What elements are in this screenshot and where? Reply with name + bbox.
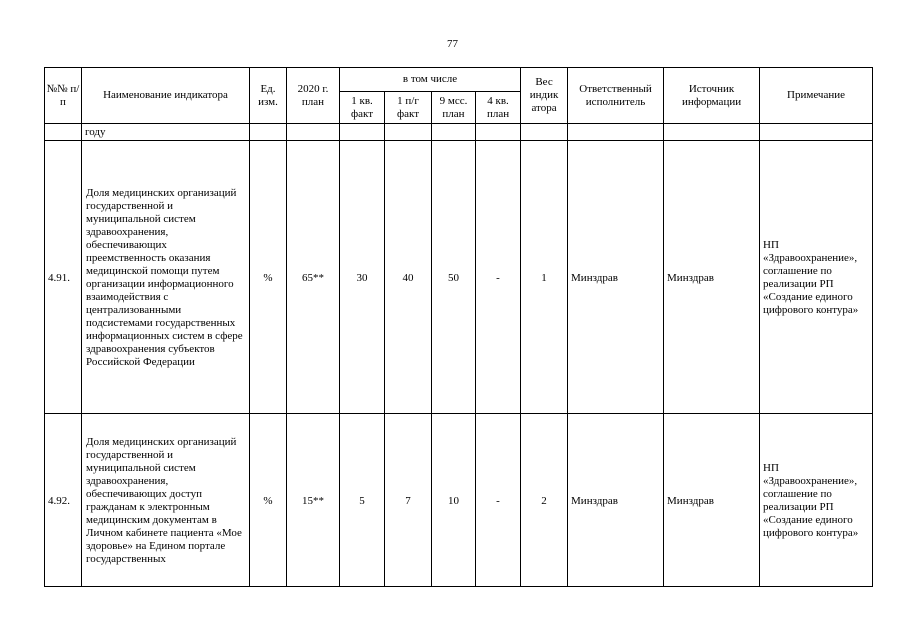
row-plan-2020: 65**	[287, 141, 340, 414]
cont-num	[45, 124, 82, 141]
header-q1-fact: 1 кв. факт	[340, 92, 385, 124]
row-note: НП «Здравоохранение», соглашение по реализации РП «Создание единого цифрового контура»	[760, 141, 873, 414]
header-unit: Ед. изм.	[250, 68, 287, 124]
row-responsible: Минздрав	[568, 414, 664, 587]
row-9m-plan: 50	[432, 141, 476, 414]
row-indicator-name: Доля медицинских организаций государственной и муниципальной систем здравоохранения, обеспечивающих преемственность оказания медицинской помощи путем организации информационного взаимодействия с централизованными подсистемами государственных информационных систем в сфере здравоохранения субъектов Российской Федерации	[82, 141, 250, 414]
header-9m-plan: 9 мсс. план	[432, 92, 476, 124]
table-row	[45, 414, 873, 587]
row-q1-fact: 30	[340, 141, 385, 414]
row-weight: 2	[521, 414, 568, 587]
header-including: в том числе	[340, 68, 521, 92]
row-unit: %	[250, 141, 287, 414]
row-q1-fact: 5	[340, 414, 385, 587]
table-header	[45, 68, 873, 124]
table-row	[45, 141, 873, 414]
row-num: 4.91.	[45, 141, 82, 414]
row-h1-fact: 7	[385, 414, 432, 587]
header-weight: Вес индик атора	[521, 68, 568, 124]
header-plan-2020: 2020 г. план	[287, 68, 340, 124]
row-q4-plan: -	[476, 141, 521, 414]
header-responsible: Ответственный исполнитель	[568, 68, 664, 124]
header-name: Наименование индикатора	[82, 68, 250, 124]
header-h1-fact: 1 п/г факт	[385, 92, 432, 124]
cont-name: году	[82, 124, 250, 141]
row-q4-plan: -	[476, 414, 521, 587]
continuation-row	[45, 124, 873, 141]
header-num: №№ п/п	[45, 68, 82, 124]
row-source: Минздрав	[664, 141, 760, 414]
row-responsible: Минздрав	[568, 141, 664, 414]
header-note: Примечание	[760, 68, 873, 124]
header-q4-plan: 4 кв. план	[476, 92, 521, 124]
row-source: Минздрав	[664, 414, 760, 587]
row-note: НП «Здравоохранение», соглашение по реализации РП «Создание единого цифрового контура»	[760, 414, 873, 587]
row-unit: %	[250, 414, 287, 587]
row-num: 4.92.	[45, 414, 82, 587]
indicators-table	[44, 67, 873, 587]
row-indicator-name: Доля медицинских организаций государственной и муниципальной систем здравоохранения, обеспечивающих доступ гражданам к электронным медицинским документам в Личном кабинете пациента «Мое здоровье» на Едином портале государственных	[82, 414, 250, 587]
row-9m-plan: 10	[432, 414, 476, 587]
header-source: Источник информации	[664, 68, 760, 124]
row-plan-2020: 15**	[287, 414, 340, 587]
row-h1-fact: 40	[385, 141, 432, 414]
page-number: 77	[447, 38, 458, 50]
row-weight: 1	[521, 141, 568, 414]
